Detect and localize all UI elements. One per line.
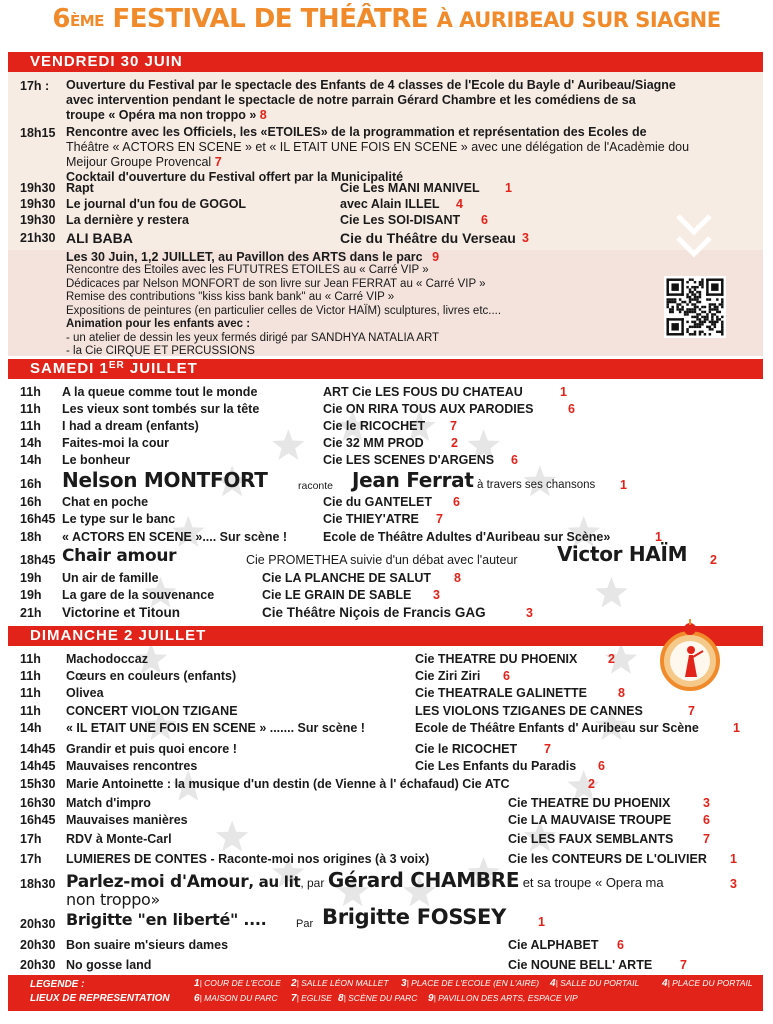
show-marie — [66, 776, 510, 792]
venue-number: 4 — [456, 197, 463, 211]
show-time: 11h — [20, 669, 41, 683]
show-title: Marie Antoinette : la musique d'un destin (de Vienne à l' échafaud) — [66, 777, 459, 791]
legend-label: LEGENDE : — [30, 979, 85, 990]
legend-item-text: COUR DE L'ECOLE — [204, 978, 281, 988]
company-name: Cie LA MAUVAISE TROUPE — [508, 813, 672, 827]
legend-item-number: 1 — [194, 978, 200, 989]
title-main: FESTIVAL DE THÉÂTRE — [112, 4, 428, 34]
venue-number: 8 — [618, 686, 625, 700]
show-title: Chat en poche — [62, 495, 149, 509]
show-title: Olivea — [66, 686, 104, 700]
legend-item-number: 4 — [550, 978, 556, 989]
venue-number: 6 — [598, 759, 605, 773]
show-title: Mauvaises rencontres — [66, 759, 198, 773]
parc-heading-text: Les 30 Juin, 1,2 JUILLET, au Pavillon des ARTS dans le parc — [66, 250, 423, 264]
venue-number: 6 — [703, 813, 710, 827]
venue-number: 7 — [214, 155, 222, 169]
show-performer: Gérard CHAMBRE — [327, 868, 520, 892]
legend-item-text: PLACE DU PORTAIL — [672, 978, 753, 988]
author-name: Victor HAÏM — [557, 542, 688, 566]
intro-line: Rencontre avec les Officiels, les «ETOILES» de la programmation et représentation des Ecoles de — [66, 125, 647, 139]
show-title: Match d'impro — [66, 796, 151, 810]
show-time: 11h — [20, 419, 41, 433]
legend-bar — [8, 975, 763, 1011]
company-name: Cie PROMETHEA suivie d'un débat avec l'auteur — [246, 553, 518, 567]
sunday-band — [8, 626, 763, 646]
company-name: Cie du Théâtre du Verseau — [340, 230, 516, 246]
show-title: Jean Ferrat — [352, 468, 474, 492]
venue-number: 1 — [733, 721, 740, 735]
legend-item-number: 7 — [291, 993, 297, 1004]
show-time: 16h — [20, 477, 42, 491]
show-title: Mauvaises manières — [66, 813, 188, 827]
show-time: 21h — [20, 606, 42, 620]
show-title: Grandir et puis quoi encore ! — [66, 742, 237, 756]
legend-item: 4| SALLE DU PORTAIL — [550, 978, 640, 989]
show-time: 14h — [20, 721, 42, 735]
legend-item-text: EGLISE — [301, 993, 332, 1003]
show-title: I had a dream (enfants) — [62, 419, 199, 433]
decorative-star — [216, 821, 248, 852]
festival-title — [0, 2, 773, 37]
show-title: Brigitte "en liberté" .... — [66, 910, 267, 929]
venue-number: 3 — [433, 588, 440, 602]
legend-item-text: PAVILLON DES ARTS, ESPACE VIP — [438, 993, 578, 1003]
show-title: Faites-moi la cour — [62, 436, 169, 450]
show-title: ALI BABA — [66, 230, 133, 246]
decorative-star — [272, 429, 304, 460]
company-name: Cie LES SCENES D'ARGENS — [323, 453, 495, 467]
venue-number: 6 — [481, 213, 488, 227]
legend-item: 3| PLACE DE L'ECOLE (EN L'AIRE) — [401, 978, 540, 989]
legend-item: 4| PLACE DU PORTAIL — [662, 978, 753, 989]
company-name: Cie LES FAUX SEMBLANTS — [508, 832, 674, 846]
show-time: 20h30 — [20, 938, 56, 952]
venue-number: 8 — [259, 108, 267, 122]
venue-number: 1 — [505, 181, 512, 195]
show-time: 11h — [20, 686, 41, 700]
show-connector: Par — [296, 918, 314, 930]
show-time: 20h30 — [20, 917, 56, 931]
company-name-cont: non troppo» — [66, 890, 161, 909]
venue-number: 2 — [710, 553, 717, 567]
legend-item-number: 2 — [291, 978, 297, 989]
legend-item: 6| MAISON DU PARC — [194, 993, 278, 1004]
parc-anim-line: - la Cie CIRQUE ET PERCUSSIONS — [66, 345, 255, 357]
company-name: Cie ATC — [462, 777, 510, 791]
venue-number: 1 — [730, 852, 737, 866]
venue-number: 7 — [688, 704, 695, 718]
venue-number: 6 — [617, 938, 624, 952]
company-name: Cie ALPHABET — [508, 938, 599, 952]
show-title: Parlez-moi d'Amour — [66, 872, 249, 892]
venue-number: 6 — [568, 402, 575, 416]
village-logo — [655, 615, 725, 695]
intro-line: avec intervention pendant le spectacle de notre parrain Gérard Chambre et les comédiens de sa — [66, 93, 636, 107]
show-title: Chair amour — [62, 546, 177, 566]
venue-number: 2 — [588, 777, 595, 791]
venue-number: 1 — [620, 478, 627, 492]
parc-heading — [66, 250, 666, 265]
legend-item: 8| SCÈNE DU PARC — [338, 993, 418, 1004]
friday-band — [8, 52, 763, 72]
sunday-band-label: DIMANCHE 2 JUILLET — [30, 627, 207, 644]
intro-time: 17h : — [20, 79, 50, 93]
saturday-band-tail: JUILLET — [124, 360, 198, 377]
legend-item-text: MAISON DU PARC — [204, 993, 278, 1003]
title-tail: À AURIBEAU SUR SIAGNE — [436, 8, 721, 32]
show-time: 19h — [20, 588, 42, 602]
friday-band-label: VENDREDI 30 JUIN — [30, 53, 183, 70]
show-title-suffix: , au lit — [248, 873, 301, 891]
title-sup: ÈME — [69, 12, 104, 30]
intro-line: troupe « Opéra ma non troppo » — [66, 108, 257, 122]
show-time: 20h30 — [20, 958, 56, 972]
company-name: Cie du GANTELET — [323, 495, 433, 509]
company-name: Cie ON RIRA TOUS AUX PARODIES — [323, 402, 534, 416]
parc-anim-line: - un atelier de dessin les yeux fermés dirigé par SANDHYA NATALIA ART — [66, 331, 440, 344]
show-title: Le type sur le banc — [62, 512, 176, 526]
legend-item-number: 8 — [338, 993, 344, 1004]
show-title: La gare de la souvenance — [62, 588, 215, 602]
show-time: 16h45 — [20, 813, 56, 827]
saturday-band-sup: ER — [108, 360, 125, 371]
parc-line: Dédicaces par Nelson MONFORT de son livre sur Jean FERRAT au « Carré VIP » — [66, 277, 486, 290]
venue-number: 3 — [522, 231, 529, 245]
show-title: CONCERT VIOLON TZIGANE — [66, 704, 238, 718]
company-name: Cie THEATRE DU PHOENIX — [415, 652, 578, 666]
show-title: A la queue comme tout le monde — [62, 385, 258, 399]
show-title: RDV à Monte-Carl — [66, 832, 172, 846]
show-title: Machodoccaz — [66, 652, 148, 666]
intro-time: 18h15 — [20, 126, 56, 140]
cocktail-line: Cocktail d'ouverture du Festival offert par la Municipalité — [66, 170, 404, 184]
venue-number: 7 — [544, 742, 551, 756]
parc-details — [66, 264, 656, 359]
show-time: 18h45 — [20, 553, 56, 567]
parc-anim: Animation pour les enfants avec : — [66, 318, 251, 330]
company-name: Cie 32 MM PROD — [323, 436, 424, 450]
legend-item: 2| SALLE LÉON MALLET — [291, 978, 389, 989]
company-name: à travers ses chansons — [477, 479, 596, 491]
company-name: Ecole de Théâtre Enfants d' Auribeau sur Scène — [415, 721, 699, 735]
saturday-band-label: SAMEDI 1 — [30, 360, 109, 377]
company-name: Cie THEATRE DU PHOENIX — [508, 796, 671, 810]
show-time: 16h30 — [20, 796, 56, 810]
company-name: Cie LE GRAIN DE SABLE — [262, 588, 412, 602]
show-title: Cœurs en couleurs (enfants) — [66, 669, 237, 683]
qr-code[interactable] — [664, 276, 726, 338]
parc-line: Rencontre des Etoiles avec les FUTUTRES ETOILES au « Carré VIP » — [66, 264, 429, 276]
legend-item-number: 4 — [662, 978, 668, 989]
legend-item: 7| EGLISE — [291, 993, 332, 1004]
show-time: 18h30 — [20, 877, 56, 891]
legend-item-text: SALLE LÉON MALLET — [301, 978, 389, 988]
show-connector: raconte — [298, 480, 334, 492]
intro-opening — [66, 78, 756, 123]
venue-number: 1 — [538, 915, 545, 929]
show-connector: , par — [300, 876, 325, 890]
decorative-star — [595, 577, 627, 608]
venue-number: 8 — [454, 571, 461, 585]
show-title: Le journal d'un fou de GOGOL — [66, 197, 247, 211]
show-time: 14h45 — [20, 759, 56, 773]
show-time: 15h30 — [20, 777, 56, 791]
company-name: Cie le RICOCHET — [415, 742, 518, 756]
venue-number: 7 — [436, 512, 443, 526]
show-title: Le bonheur — [62, 453, 131, 467]
legend-item-number: 6 — [194, 993, 200, 1004]
show-title: Rapt — [66, 181, 94, 195]
company-name: Cie le RICOCHET — [323, 419, 426, 433]
show-time: 11h — [20, 385, 41, 399]
venue-number: 3 — [703, 796, 710, 810]
show-performer: Brigitte FOSSEY — [322, 905, 506, 929]
show-title: Victorine et Titoun — [62, 605, 181, 620]
company-name: Ecole de Théâtre Adultes d'Auribeau sur Scène» — [323, 530, 611, 544]
saturday-band — [8, 359, 763, 379]
show-time: 21h30 — [20, 231, 56, 245]
show-title: Un air de famille — [62, 571, 159, 585]
company-name: Cie NOUNE BELL' ARTE — [508, 958, 653, 972]
company-name: ART Cie LES FOUS DU CHATEAU — [323, 385, 523, 399]
show-title: « ACTORS EN SCENE ».... Sur scène ! — [62, 530, 288, 544]
company-name: et sa troupe « Opera ma — [522, 875, 664, 890]
company-name: avec Alain ILLEL — [340, 197, 440, 211]
show-time: 14h — [20, 453, 42, 467]
legend-label-venues: LIEUX DE REPRESENTATION — [30, 993, 170, 1004]
venue-number: 6 — [453, 495, 460, 509]
show-time: 17h — [20, 852, 42, 866]
legend-item: 9| PAVILLON DES ARTS, ESPACE VIP — [428, 993, 578, 1004]
show-time: 17h — [20, 832, 42, 846]
legend-item-number: 9 — [428, 993, 434, 1004]
show-time: 11h — [20, 704, 41, 718]
show-title: Les vieux sont tombés sur la tête — [62, 402, 260, 416]
show-title: No gosse land — [66, 958, 152, 972]
venue-number: 9 — [432, 250, 440, 264]
company-name: Cie Théâtre Niçois de Francis GAG — [262, 605, 486, 620]
show-time: 19h — [20, 571, 42, 585]
show-title: « IL ETAIT UNE FOIS EN SCENE » ....... Sur scène ! — [66, 721, 365, 735]
show-time: 14h — [20, 436, 42, 450]
show-title: Bon suaire m'sieurs dames — [66, 938, 229, 952]
legend-item-text: PLACE DE L'ECOLE (EN L'AIRE) — [411, 978, 540, 988]
show-time: 14h45 — [20, 742, 56, 756]
show-time: 16h45 — [20, 512, 56, 526]
company-name: Cie Les MANI MANIVEL — [340, 181, 480, 195]
company-name: Cie les CONTEURS DE L'OLIVIER — [508, 852, 707, 866]
venue-number: 7 — [680, 958, 687, 972]
show-time: 19h30 — [20, 197, 56, 211]
company-name: Cie Ziri Ziri — [415, 669, 481, 683]
show-time: 11h — [20, 652, 41, 666]
venue-number: 3 — [526, 606, 533, 620]
title-number: 6 — [52, 4, 70, 34]
legend-item: 1| COUR DE L'ECOLE — [194, 978, 281, 989]
company-name: Cie THIEY'ATRE — [323, 512, 419, 526]
parc-line: Expositions de peintures (en particulier celles de Victor HAÏM) sculptures, livres etc.... — [66, 304, 502, 317]
show-time: 19h30 — [20, 213, 56, 227]
legend-item-number: 3 — [401, 978, 407, 989]
chevron-down-icon — [674, 210, 714, 266]
show-title: La dernière y restera — [66, 213, 189, 227]
venue-number: 2 — [451, 436, 458, 450]
venue-number: 6 — [511, 453, 518, 467]
parc-line: Remise des contributions "kiss kiss bank bank" au « Carré VIP » — [66, 291, 395, 303]
show-time: 16h — [20, 495, 42, 509]
show-time: 18h — [20, 530, 42, 544]
intro-line: Théâtre « ACTORS EN SCENE » et « IL ETAIT UNE FOIS EN SCENE » avec une délégation de l'Acadèmie dou — [66, 140, 690, 154]
show-time: 11h — [20, 402, 41, 416]
venue-number: 1 — [560, 385, 567, 399]
company-name: Cie Les SOI-DISANT — [340, 213, 461, 227]
company-name: Cie THEATRALE GALINETTE — [415, 686, 587, 700]
venue-number: 7 — [703, 832, 710, 846]
company-name: Cie Les Enfants du Paradis — [415, 759, 577, 773]
legend-item-text: SCÈNE DU PARC — [348, 993, 418, 1003]
legend-item-text: SALLE DU PORTAIL — [560, 978, 640, 988]
show-title: LUMIERES DE CONTES - Raconte-moi nos origines (à 3 voix) — [66, 852, 430, 866]
venue-number: 7 — [450, 419, 457, 433]
venue-number: 6 — [503, 669, 510, 683]
venue-number: 1 — [655, 530, 662, 544]
intro-line: Meijour Groupe Provencal — [66, 155, 212, 169]
venue-number: 3 — [730, 877, 737, 891]
show-time: 19h30 — [20, 181, 56, 195]
intro-officials — [66, 125, 756, 185]
show-performer: Nelson MONTFORT — [62, 468, 268, 492]
intro-line: Ouverture du Festival par le spectacle des Enfants de 4 classes de l'Ecole du Bayle d' Auribeau/Siagne — [66, 78, 676, 92]
venue-number: 2 — [608, 652, 615, 666]
show-gerard — [66, 868, 664, 892]
company-name: Cie LA PLANCHE DE SALUT — [262, 571, 431, 585]
company-name: LES VIOLONS TZIGANES DE CANNES — [415, 704, 643, 718]
